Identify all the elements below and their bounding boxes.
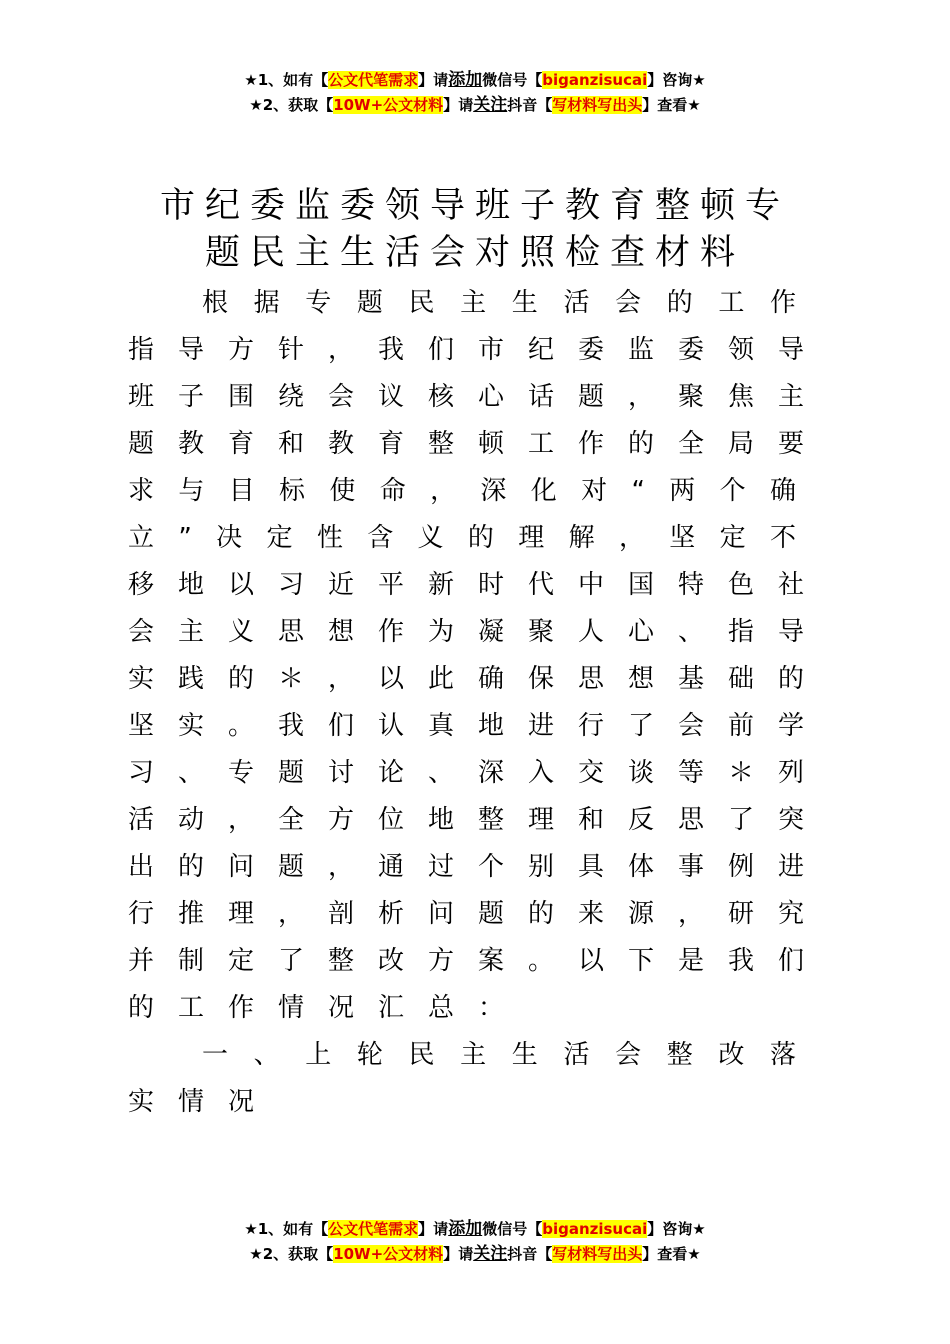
banner-highlight: 10W+公文材料 xyxy=(333,96,444,114)
banner-underline: 添加 xyxy=(448,1219,483,1239)
banner-highlight: 写材料写出头 xyxy=(552,1245,643,1263)
banner-line-2 xyxy=(0,93,950,118)
banner-underline: 关注 xyxy=(473,1244,508,1264)
banner-underline: 添加 xyxy=(448,70,483,90)
body-line: 出的问题，通过个别具体事例进 xyxy=(128,852,829,882)
body-line: 活动，全方位地整理和反思了突 xyxy=(128,805,829,835)
title-line: 市纪委监委领导班子教育整顿专 xyxy=(159,186,790,226)
banner-text: 抖音【 xyxy=(507,1245,553,1263)
banner-text: 】请 xyxy=(418,71,449,89)
document-title xyxy=(0,183,950,277)
body-line: 移地以习近平新时代中国特色社 xyxy=(128,570,829,600)
banner-text: ★2、获取【 xyxy=(249,96,334,114)
banner-text: 】咨询★ xyxy=(647,71,706,89)
banner-line-1 xyxy=(0,1217,950,1242)
banner-highlight: biganzisucai xyxy=(542,71,648,89)
banner-text: 抖音【 xyxy=(507,96,553,114)
banner-underline: 关注 xyxy=(473,95,508,115)
banner-text: ★1、如有【 xyxy=(244,71,329,89)
banner-highlight: 公文代笔需求 xyxy=(328,71,419,89)
body-line: 会主义思想作为凝聚人心、指导 xyxy=(128,617,829,647)
banner-highlight: 公文代笔需求 xyxy=(328,1220,419,1238)
body-line: 求与目标使命，深化对“两个确 xyxy=(128,476,820,506)
body-line: 习、专题讨论、深入交谈等＊列 xyxy=(128,758,829,788)
body-line: 实践的＊，以此确保思想基础的 xyxy=(128,664,829,694)
body-line: 题教育和教育整顿工作的全局要 xyxy=(128,429,829,459)
banner-line-2 xyxy=(0,1242,950,1267)
banner-highlight: 10W+公文材料 xyxy=(333,1245,444,1263)
footer-banner xyxy=(0,1217,950,1267)
header-banner xyxy=(0,68,950,118)
banner-text: 】查看★ xyxy=(642,1245,701,1263)
banner-text: ★1、如有【 xyxy=(244,1220,329,1238)
banner-text: ★2、获取【 xyxy=(249,1245,334,1263)
banner-text: 】请 xyxy=(443,96,474,114)
body-line: 班子围绕会议核心话题，聚焦主 xyxy=(128,382,829,412)
document-body xyxy=(128,280,829,1126)
banner-text: 】查看★ xyxy=(642,96,701,114)
body-line: 根据专题民主生活会的工作 xyxy=(202,288,820,318)
title-line: 题民主生活会对照检查材料 xyxy=(204,233,745,273)
section-heading: 一、上轮民主生活会整改落 xyxy=(202,1040,820,1070)
banner-highlight: 写材料写出头 xyxy=(552,96,643,114)
section-heading: 实情况 xyxy=(128,1087,279,1117)
banner-text: 微信号【 xyxy=(482,1220,543,1238)
body-line: 立”决定性含义的理解，坚定不 xyxy=(128,523,820,553)
banner-text: 】请 xyxy=(418,1220,449,1238)
body-line: 指导方针，我们市纪委监委领导 xyxy=(128,335,829,365)
banner-text: 】咨询★ xyxy=(647,1220,706,1238)
body-line: 坚实。我们认真地进行了会前学 xyxy=(128,711,829,741)
banner-text: 微信号【 xyxy=(482,71,543,89)
banner-highlight: biganzisucai xyxy=(542,1220,648,1238)
body-line: 并制定了整改方案。以下是我们 xyxy=(128,946,829,976)
body-line: 行推理，剖析问题的来源，研究 xyxy=(128,899,829,929)
banner-line-1 xyxy=(0,68,950,93)
body-line: 的工作情况汇总： xyxy=(128,993,529,1023)
banner-text: 】请 xyxy=(443,1245,474,1263)
